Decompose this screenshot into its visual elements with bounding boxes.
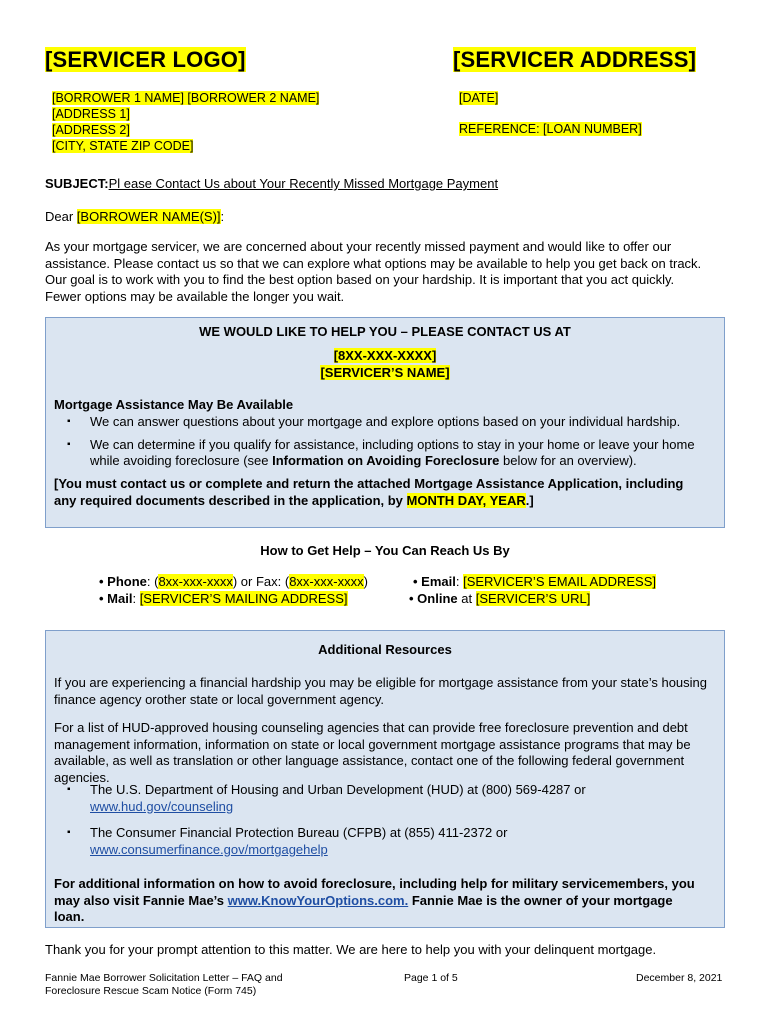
cfpb-link[interactable]: www.consumerfinance.gov/mortgagehelp bbox=[90, 841, 328, 857]
resources-paragraph-1: If you are experiencing a financial hardship you may be eligible for mortgage assistance from your state’s housing finance agency orother state or local government agency. bbox=[54, 675, 708, 707]
agency-list bbox=[46, 782, 722, 858]
footer-date: December 8, 2021 bbox=[636, 972, 723, 984]
address-line-1: [ADDRESS 1] bbox=[52, 107, 130, 121]
contact-phone: [8XX-XXX-XXXX] bbox=[333, 348, 437, 363]
resources-title: Additional Resources bbox=[318, 642, 452, 657]
contact-box bbox=[45, 317, 725, 528]
list-item: ▪ We can answer questions about your mortgage and explore options based on your individual hardship. bbox=[67, 414, 681, 429]
address-line-2: [ADDRESS 2] bbox=[52, 123, 130, 137]
help-mail: • Mail: [SERVICER’S MAILING ADDRESS] bbox=[99, 591, 348, 606]
intro-paragraph: As your mortgage servicer, we are concerned about your recently missed payment and would like to offer our assistance. Please contact us so that we can explore what options may be available to help you get back on track. Our goal is to work with you to find the best option based on your hardship. It is important that you act quickly. Fewer options may be available the longer you wait. bbox=[45, 239, 702, 304]
hud-link[interactable]: www.hud.gov/counseling bbox=[90, 798, 234, 814]
bullet-icon: ▪ bbox=[67, 827, 71, 838]
contact-box-title: WE WOULD LIKE TO HELP YOU – PLEASE CONTACT US AT bbox=[199, 324, 571, 339]
recipient-address bbox=[52, 90, 319, 154]
servicer-address-placeholder: [SERVICER ADDRESS] bbox=[453, 47, 697, 72]
phone-number: 8xx-xxx-xxxx bbox=[158, 574, 233, 589]
help-email: • Email: [SERVICER’S EMAIL ADDRESS] bbox=[413, 574, 656, 589]
resources-paragraph-2: For a list of HUD-approved housing counseling agencies that can provide free foreclosure prevention and debt management information, information on state or local government mortgage assistance programs that may be available, as well as translation or other language assistance, contact one of the following federal government agencies. bbox=[54, 720, 691, 785]
servicer-url: [SERVICER’S URL] bbox=[475, 591, 591, 606]
assistance-heading: Mortgage Assistance May Be Available bbox=[54, 397, 294, 412]
servicer-logo-placeholder: [SERVICER LOGO] bbox=[45, 47, 246, 72]
fannie-mae-notice: For additional information on how to avoid foreclosure, including help for military servicemembers, you may also visit Fannie Mae’s www.KnowYourOptions.com. Fannie Mae is the owner of your mortgage loan. bbox=[54, 876, 695, 924]
date-field: [DATE] bbox=[459, 91, 499, 105]
city-state-zip: [CITY, STATE ZIP CODE] bbox=[52, 139, 194, 153]
borrower-names: [BORROWER 1 NAME] [BORROWER 2 NAME] bbox=[52, 91, 320, 105]
email-address: [SERVICER’S EMAIL ADDRESS] bbox=[463, 574, 656, 589]
deadline-notice: [You must contact us or complete and return the attached Mortgage Assistance Application, including any required documents described in the application, by MONTH DAY, YEAR.] bbox=[54, 476, 684, 508]
help-online: • Online at [SERVICER’S URL] bbox=[409, 591, 591, 606]
list-item: ▪ We can determine if you qualify for assistance, including options to stay in your home or leave your home while avoiding foreclosure (see Information on Avoiding Foreclosure below for an overview). bbox=[67, 436, 695, 468]
list-item: ▪ The Consumer Financial Protection Bureau (CFPB) at (855) 411-2372 or www.consumerfinance.gov/mortgagehelp bbox=[67, 825, 508, 857]
list-item: ▪ The U.S. Department of Housing and Urban Development (HUD) at (800) 569-4287 or www.hud.gov/counseling bbox=[67, 782, 586, 814]
reference-field: REFERENCE: [LOAN NUMBER] bbox=[459, 122, 642, 136]
subject-line bbox=[45, 176, 498, 193]
bullet-icon: ▪ bbox=[67, 438, 71, 450]
knowyouroptions-link[interactable]: www.KnowYourOptions.com. bbox=[227, 892, 409, 908]
bullet-icon: ▪ bbox=[67, 784, 71, 795]
mailing-address: [SERVICER’S MAILING ADDRESS] bbox=[139, 591, 348, 606]
subject-text: Pl ease Contact Us about Your Recently Missed Mortgage Payment bbox=[108, 176, 499, 191]
closing-line: Thank you for your prompt attention to this matter. We are here to help you with your delinquent mortgage. bbox=[45, 942, 657, 957]
footer-page-number: Page 1 of 5 bbox=[404, 972, 458, 984]
assistance-bullets bbox=[46, 414, 722, 470]
deadline-date: MONTH DAY, YEAR bbox=[406, 492, 526, 508]
footer-form-title: Fannie Mae Borrower Solicitation Letter – FAQ and Foreclosure Rescue Scam Notice (Form 745) bbox=[45, 972, 283, 997]
contact-servicer-name: [SERVICER’S NAME] bbox=[320, 365, 450, 380]
borrower-names-greeting: [BORROWER NAME(S)] bbox=[76, 209, 221, 224]
help-heading: How to Get Help – You Can Reach Us By bbox=[260, 543, 510, 558]
greeting: Dear [BORROWER NAME(S)]: bbox=[45, 209, 225, 224]
help-phone-fax: • Phone: (8xx-xxx-xxxx) or Fax: (8xx-xxx-xxxx) bbox=[99, 574, 368, 589]
resources-box bbox=[45, 630, 725, 928]
subject-label: SUBJECT: bbox=[45, 176, 109, 191]
fax-number: 8xx-xxx-xxxx bbox=[289, 574, 364, 589]
bullet-icon: ▪ bbox=[67, 416, 71, 427]
